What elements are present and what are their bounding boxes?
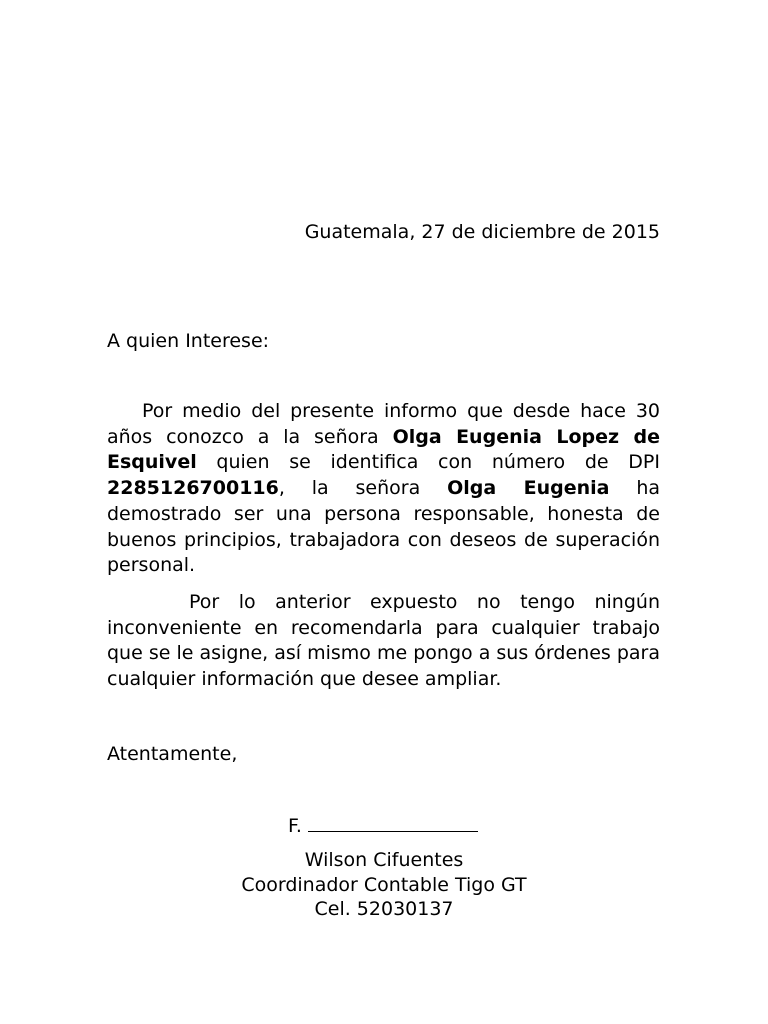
person-full-name: Olga Eugenia Lopez de Esquivel [107, 425, 660, 474]
letter-paragraph-1 [107, 399, 660, 579]
letter-page [107, 0, 660, 1024]
letter-greeting: A quien Interese: [107, 330, 270, 352]
letter-paragraph-2: Por lo anterior expuesto no tengo ningún inconveniente en recomendarla para cualquier trabajo que se le asigne, así mismo me pongo a sus órdenes para cualquier información que desee ampliar. [107, 591, 660, 691]
paragraph-1-text-a: Por medio del presente informo que desde hace 30 años conozco a la señora [107, 400, 660, 448]
paragraph-1-text-c: , la señora [278, 477, 448, 500]
dpi-number: 2285126700116 [107, 477, 279, 500]
letter-date: Guatemala, 27 de diciembre de 2015 [304, 221, 660, 243]
letter-closing: Atentamente, [107, 743, 238, 765]
signature-prefix: F. [288, 815, 302, 837]
signer-title: Coordinador Contable Tigo GT [241, 873, 527, 896]
person-short-name: Olga Eugenia [447, 477, 610, 500]
signer-name: Wilson Cifuentes [304, 849, 464, 871]
signature-line [288, 812, 478, 839]
signature-block [187, 848, 581, 922]
signer-phone: Cel. 52030137 [314, 898, 454, 920]
signature-rule [308, 812, 478, 832]
paragraph-1-text-d: ha demostrado ser una persona responsable, honesta de buenos principios, trabajadora con deseos de superación personal. [107, 477, 660, 577]
paragraph-1-text-b: quien se identifica con número de DPI [196, 451, 660, 474]
